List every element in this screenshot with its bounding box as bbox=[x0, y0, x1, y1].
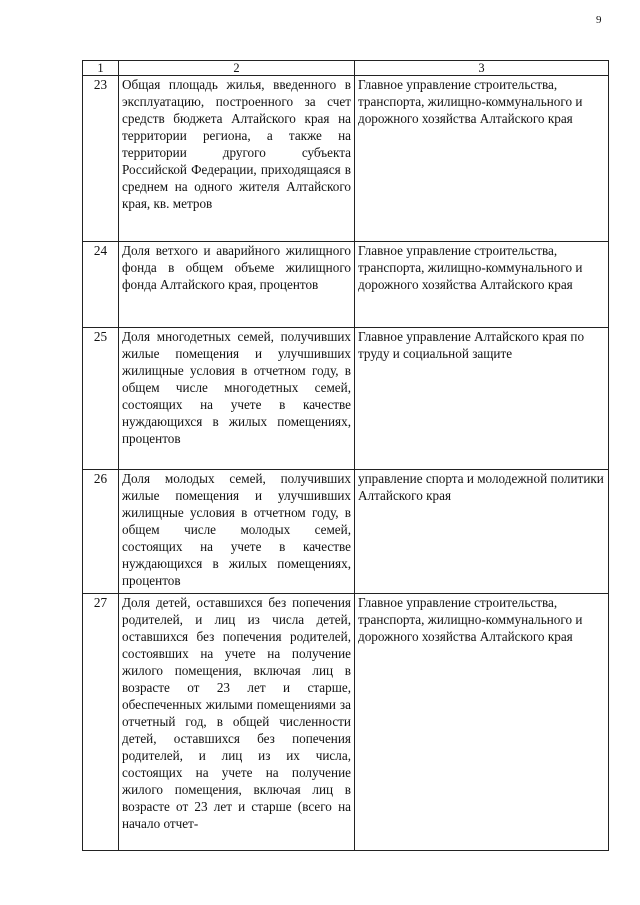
table-row bbox=[83, 328, 609, 470]
responsible-cell: Главное управление Алтайского края по труду и социальной защите bbox=[355, 328, 609, 470]
responsible-cell: управление спорта и молодежной политики Алтайского края bbox=[355, 470, 609, 594]
indicator-text: Доля детей, оставшихся без попечения родителей, и лиц из числа детей, оставшихся без попечения родителей, состоявших на учете на получение жилого помещения, включая лиц в возрасте от 23 лет и старше, обеспеченных жилыми помещениями за отчетный год, в общей численности детей, оставшихся без попечения родителей, и лиц из их числа, состоящих на учете на получение жилого помещения, включая лиц в возрасте от 23 лет и старше (всего на начало отчет- bbox=[122, 595, 351, 831]
column-header: 2 bbox=[119, 61, 355, 76]
indicators-table bbox=[82, 60, 609, 851]
row-number: 25 bbox=[83, 328, 119, 470]
row-number: 23 bbox=[83, 76, 119, 242]
row-number: 27 bbox=[83, 594, 119, 851]
column-header: 1 bbox=[83, 61, 119, 76]
responsible-cell: Главное управление строительства, транспорта, жилищно-коммунального и дорожного хозяйства Алтайского края bbox=[355, 76, 609, 242]
indicator-cell: Общая площадь жилья, введенного в эксплуатацию, построенного за счет средств бюджета Алтайского края на территории региона, а также на территории другого субъекта Российской Федерации, приходящаяся в среднем на одного жителя Алтайского края, кв. метров bbox=[119, 76, 355, 242]
page-number: 9 bbox=[596, 14, 602, 26]
indicator-cell: Доля ветхого и аварийного жилищного фонда в общем объеме жилищного фонда Алтайского края, процентов bbox=[119, 242, 355, 328]
table-row bbox=[83, 242, 609, 328]
indicator-cell: Доля многодетных семей, получивших жилые помещения и улучшивших жилищные условия в отчетном году, в общем числе многодетных семей, состоящих на учете в качестве нуждающихся в жилых помещениях, процентов bbox=[119, 328, 355, 470]
indicator-cell bbox=[119, 594, 355, 851]
table-header-row bbox=[83, 61, 609, 76]
table-row bbox=[83, 470, 609, 594]
row-number: 24 bbox=[83, 242, 119, 328]
table-row bbox=[83, 76, 609, 242]
row-number: 26 bbox=[83, 470, 119, 594]
responsible-cell: Главное управление строительства, транспорта, жилищно-коммунального и дорожного хозяйства Алтайского края bbox=[355, 242, 609, 328]
responsible-cell: Главное управление строительства, транспорта, жилищно-коммунального и дорожного хозяйства Алтайского края bbox=[355, 594, 609, 851]
indicator-cell: Доля молодых семей, получивших жилые помещения и улучшивших жилищные условия в отчетном году, в общем числе молодых семей, состоящих на учете в качестве нуждающихся в жилых помещениях, процентов bbox=[119, 470, 355, 594]
column-header: 3 bbox=[355, 61, 609, 76]
table-row bbox=[83, 594, 609, 851]
